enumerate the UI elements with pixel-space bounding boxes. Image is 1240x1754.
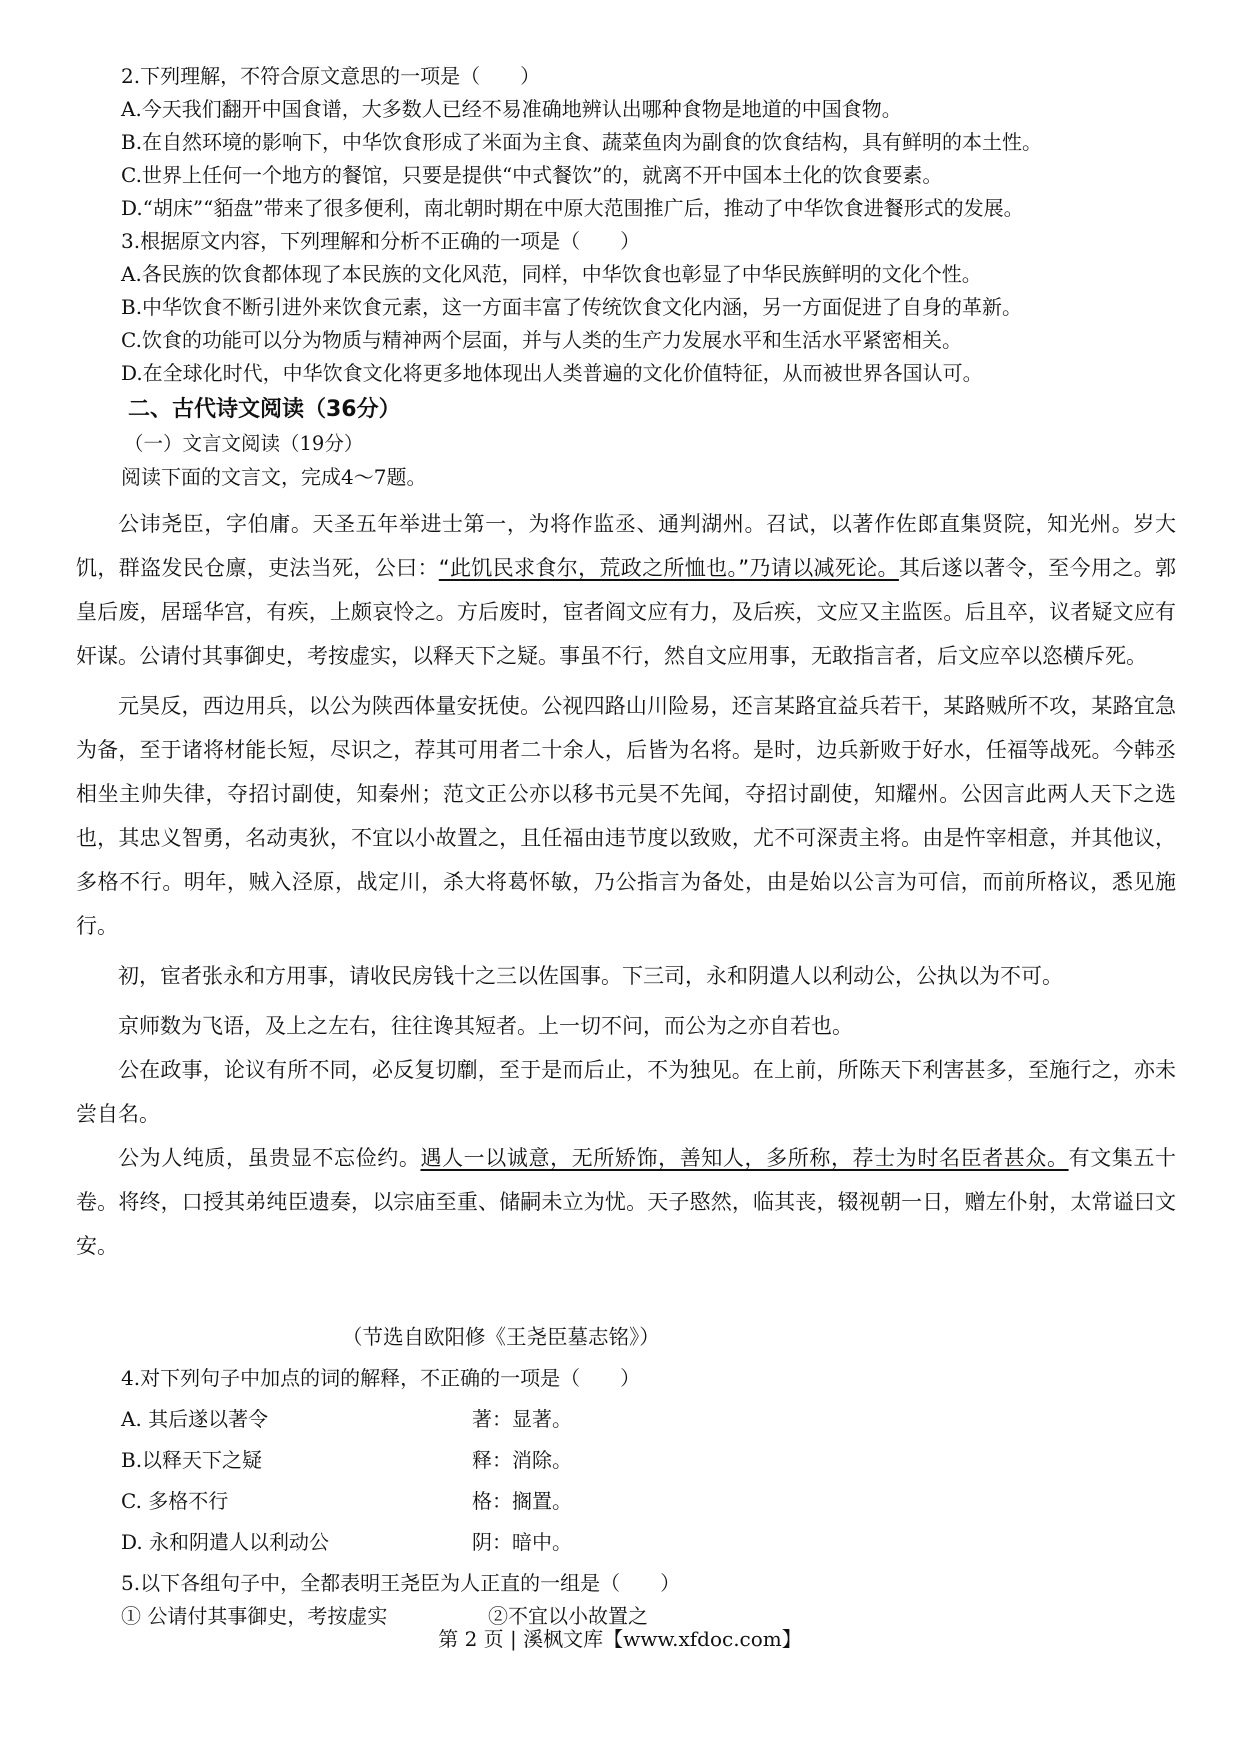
questions-2-3 <box>121 60 1181 390</box>
option-explanation: 释：消除。 <box>472 1448 572 1472</box>
question-5-stem: 5.以下各组句子中，全都表明王尧臣为人正直的一组是（ ） <box>121 1571 681 1595</box>
option-explanation: 著：显著。 <box>472 1407 572 1431</box>
question-3-option-b: B.中华饮食不断引进外来饮食元素，这一方面丰富了传统饮食文化内涵，另一方面促进了自身的革新。 <box>121 295 1023 319</box>
question-2-option-b: B.在自然环境的影响下，中华饮食形成了米面为主食、蔬菜鱼肉为副食的饮食结构，具有鲜明的本土性。 <box>121 130 1043 154</box>
question-4-option-d <box>121 1522 1181 1563</box>
passage-paragraph-2: 元昊反，西边用兵，以公为陕西体量安抚使。公视四路山川险易，还言某路宜益兵若干，某路贼所不攻，某路宜急为备，至于诸将材能长短，尽识之，荐其可用者二十余人，后皆为名将。是时，边兵新败于好水，任福等战死。今韩丞相坐主帅失律，夺招讨副使，知秦州；范文正公亦以移书元昊不先闻，夺招讨副使，知耀州。公因言此两人天下之选也，其忠义智勇，名动夷狄，不宜以小故置之，且任福由违节度以致败，尤不可深责主将。由是忤宰相意，并其他议，多格不行。明年，贼入泾原，战定川，杀大将葛怀敏，乃公指言为备处，由是始以公言为可信，而前所格议，悉见施行。 <box>76 694 1176 938</box>
passage-paragraph-5: 公在政事，论议有所不同，必反复切劘，至于是而后止，不为独见。在上前，所陈天下利害甚多，至施行之，亦未尝自名。 <box>76 1058 1176 1126</box>
passage-paragraph-3: 初，宦者张永和方用事，请收民房钱十之三以佐国事。下三司，永和阴遣人以利动公，公执以为不可。 <box>118 964 1063 988</box>
page-footer: 第 2 页 | 溪枫文库【www.xfdoc.com】 <box>438 1627 802 1651</box>
question-4 <box>121 1358 1181 1563</box>
option-sentence: D. 永和阴遣人以利动公 <box>121 1530 330 1554</box>
question-4-option-c <box>121 1481 1181 1522</box>
option-sentence: C. 多格不行 <box>121 1489 229 1513</box>
question-2-option-a: A.今天我们翻开中国食谱，大多数人已经不易准确地辨认出哪种食物是地道的中国食物。 <box>121 97 902 121</box>
question-3-stem: 3.根据原文内容，下列理解和分析不正确的一项是（ ） <box>121 229 641 253</box>
question-2-option-d: D.“胡床”“貊盘”带来了很多便利，南北朝时期在中原大范围推广后，推动了中华饮食进餐形式的发展。 <box>121 196 1024 220</box>
option-explanation: 阴：暗中。 <box>472 1530 572 1554</box>
question-5-item-1: ① 公请付其事御史，考按虚实 <box>121 1604 388 1628</box>
option-sentence: B.以释天下之疑 <box>121 1448 263 1472</box>
passage-text: 有文集五十卷。将终，口授其弟纯臣遗奏，以宗庙至重、储嗣未立为忧。天子愍然，临其丧，辍视朝一日，赠左仆射，太常谥曰文安。 <box>76 1146 1177 1258</box>
passage-text: 公为人纯质，虽贵显不忘俭约。 <box>118 1146 421 1170</box>
passage-text: 其后遂以著令，至今用之。郭皇后废，居瑶华宫，有疾，上颇哀怜之。方后废时，宦者阎文应有力，及后疾，文应又主监医。后且卒，议者疑文应有奸谋。公请付其事御史，考按虚实，以释天下之疑。事虽不行，然自文应用事，无敢指言者，后文应卒以恣横斥死。 <box>76 556 1176 668</box>
question-3-option-d: D.在全球化时代，中华饮食文化将更多地体现出人类普遍的文化价值特征，从而被世界各国认可。 <box>121 361 983 385</box>
option-sentence: A. 其后遂以著令 <box>121 1407 269 1431</box>
question-3-option-c: C.饮食的功能可以分为物质与精神两个层面，并与人类的生产力发展水平和生活水平紧密相关。 <box>121 328 962 352</box>
option-explanation: 格：搁置。 <box>472 1489 572 1513</box>
question-5-item-2: ②不宜以小故置之 <box>488 1604 648 1628</box>
classical-passage <box>76 502 1176 1268</box>
section-title: 二、古代诗文阅读（36分） <box>128 397 401 422</box>
question-2-option-c: C.世界上任何一个地方的餐馆，只要是提供“中式餐饮”的，就离不开中国本土化的饮食要素。 <box>121 163 943 187</box>
underlined-sentence: 遇人一以诚意，无所矫饰，善知人，多所称，荐士为时名臣者甚众。 <box>420 1146 1069 1170</box>
underlined-sentence: “此饥民求食尔，荒政之所恤也。”乃请以减死论。 <box>438 556 899 580</box>
passage-paragraph-6 <box>76 1136 1176 1268</box>
question-4-option-b <box>121 1440 1181 1481</box>
question-4-option-a <box>121 1399 1181 1440</box>
passage-source: （节选自欧阳修《王尧臣墓志铭》） <box>342 1325 660 1349</box>
subsection-title: （一）文言文阅读（19分） <box>124 432 364 455</box>
passage-text: 公讳尧臣，字伯庸。天圣五年举进士第一，为将作监丞、通判湖州。召试，以著作佐郎直集贤院，知光州。岁大饥，群盗发民仓廪，吏法当死，公曰： <box>76 512 1176 580</box>
passage-paragraph-1 <box>76 502 1176 678</box>
passage-paragraph-4: 京师数为飞语，及上之左右，往往谗其短者。上一切不问，而公为之亦自若也。 <box>118 1014 853 1038</box>
question-2-stem: 2.下列理解，不符合原文意思的一项是（ ） <box>121 64 541 88</box>
question-3-option-a: A.各民族的饮食都体现了本民族的文化风范，同样，中华饮食也彰显了中华民族鲜明的文化个性。 <box>121 262 982 286</box>
question-4-stem: 4.对下列句子中加点的词的解释，不正确的一项是（ ） <box>121 1366 641 1390</box>
instruction: 阅读下面的文言文，完成4～7题。 <box>121 465 427 489</box>
